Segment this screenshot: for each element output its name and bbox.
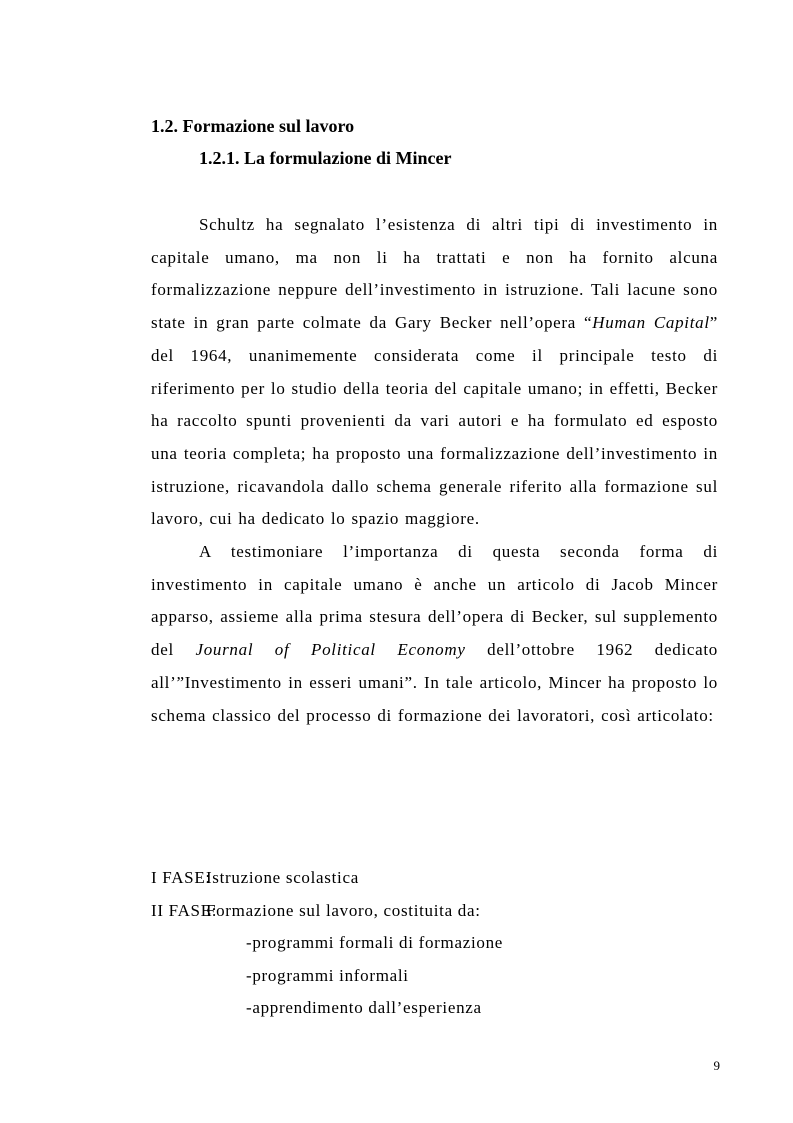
page-number: 9 <box>713 1058 720 1073</box>
paragraph-2 <box>151 536 718 732</box>
book-title: Human Capital <box>592 313 710 333</box>
sub-item-3: -apprendimento dall’esperienza <box>246 998 482 1017</box>
phase-label: II FASE: <box>151 900 218 920</box>
phase-text: Istruzione scolastica <box>201 868 359 887</box>
journal-title: Journal of Political Economy <box>195 640 466 660</box>
sub-item-2: -programmi informali <box>246 965 409 985</box>
paragraph-2-text-a: A testimoniare l’importanza di questa seconda forma di investimento in capitale umano è anche un articolo di Jacob Mincer apparso, assieme alla prima stesura dell’opera di Becker, sul supplemento del <box>151 542 718 660</box>
phase-list <box>151 862 503 1025</box>
phase-text: Formazione sul lavoro, costituita da: <box>201 900 481 920</box>
phase-item-2 <box>151 895 503 928</box>
paragraph-2-text-b: dell’ottobre 1962 dedicato all’”Investimento in esseri umani”. In tale articolo, Mincer ha proposto lo schema classico del processo di formazione dei lavoratori, così articolato: <box>151 640 718 725</box>
paragraph-1 <box>151 209 718 536</box>
phase-label: I FASE: <box>151 868 211 887</box>
phase-item-1 <box>151 862 503 895</box>
paragraph-1-text-a: Schultz ha segnalato l’esistenza di altri tipi di investimento in capitale umano, ma non li ha trattati e non ha fornito alcuna formalizzazione neppure dell’investimento in istruzione. Tali lacune sono state in gran parte colmate da Gary Becker nell’opera “ <box>151 215 718 333</box>
subsection-heading: 1.2.1. La formulazione di Mincer <box>199 148 452 168</box>
body-text <box>151 209 718 732</box>
sub-item-1: -programmi formali di formazione <box>246 933 504 952</box>
section-heading: 1.2. Formazione sul lavoro <box>151 116 355 136</box>
paragraph-1-text-b: ” del 1964, unanimemente considerata come il principale testo di riferimento per lo studio della teoria del capitale umano; in effetti, Becker ha raccolto spunti provenienti da vari autori e ha formulato ed esposto una teoria completa; ha proposto una formalizzazione dell’investimento in istruzione, ricavandola dallo schema generale riferito alla formazione sul lavoro, cui ha dedicato lo spazio maggiore. <box>151 313 718 529</box>
